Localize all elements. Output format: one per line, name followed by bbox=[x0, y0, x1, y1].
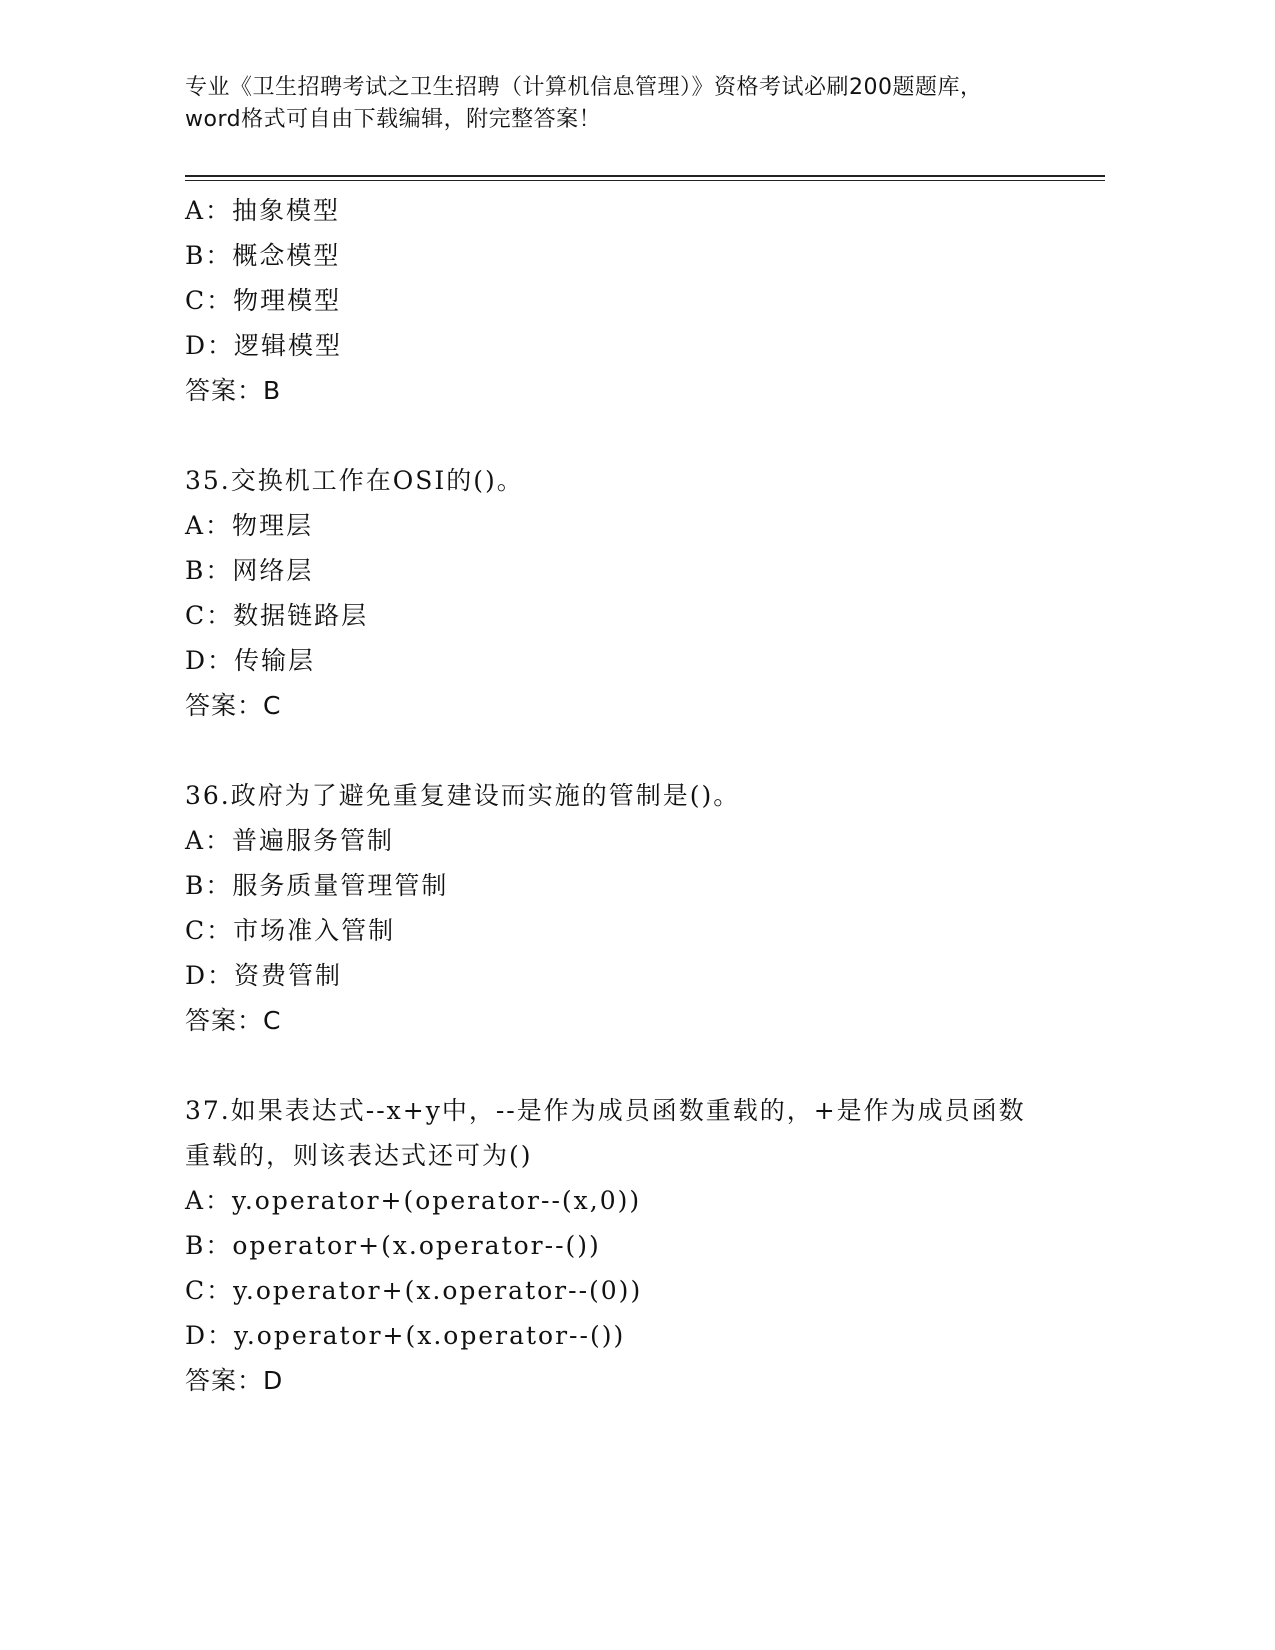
answer-line: 答案：B bbox=[185, 376, 282, 405]
question-stem-continued: 重载的，则该表达式还可为() bbox=[185, 1141, 533, 1170]
option-c: C：y.operator+(x.operator--(0)) bbox=[185, 1276, 643, 1305]
option-d: D：y.operator+(x.operator--()) bbox=[185, 1321, 626, 1350]
question-block bbox=[185, 773, 1105, 1043]
block-gap bbox=[185, 728, 1105, 773]
option-a: A：抽象模型 bbox=[185, 196, 341, 225]
question-stem: 37.如果表达式--x+y中，--是作为成员函数重载的，+是作为成员函数 bbox=[185, 1096, 1026, 1125]
option-d: D：传输层 bbox=[185, 646, 316, 675]
answer-line: 答案：D bbox=[185, 1366, 284, 1395]
question-block bbox=[185, 458, 1105, 728]
header-line-1: 专业《卫生招聘考试之卫生招聘（计算机信息管理）》资格考试必刷200题题库， bbox=[185, 75, 983, 100]
option-b: B：operator+(x.operator--()) bbox=[185, 1231, 601, 1260]
option-b: B：概念模型 bbox=[185, 241, 341, 270]
option-b: B：服务质量管理管制 bbox=[185, 871, 449, 900]
block-gap bbox=[185, 1043, 1105, 1088]
header-divider-thin bbox=[185, 180, 1105, 181]
option-a: A：普遍服务管制 bbox=[185, 826, 395, 855]
question-block bbox=[185, 188, 1105, 413]
question-stem: 35.交换机工作在OSI的()。 bbox=[185, 466, 524, 495]
document-header bbox=[185, 72, 1105, 136]
question-stem: 36.政府为了避免重复建设而实施的管制是()。 bbox=[185, 781, 741, 810]
block-gap bbox=[185, 413, 1105, 458]
option-d: D：资费管制 bbox=[185, 961, 343, 990]
option-a: A：物理层 bbox=[185, 511, 314, 540]
option-b: B：网络层 bbox=[185, 556, 314, 585]
answer-line: 答案：C bbox=[185, 1006, 282, 1035]
option-c: C：市场准入管制 bbox=[185, 916, 396, 945]
header-divider-thick bbox=[185, 175, 1105, 177]
option-d: D：逻辑模型 bbox=[185, 331, 343, 360]
question-block bbox=[185, 1088, 1105, 1403]
option-c: C：数据链路层 bbox=[185, 601, 369, 630]
option-c: C：物理模型 bbox=[185, 286, 342, 315]
answer-line: 答案：C bbox=[185, 691, 282, 720]
option-a: A：y.operator+(operator--(x,0)) bbox=[185, 1186, 642, 1215]
header-line-2: word格式可自由下载编辑，附完整答案！ bbox=[185, 107, 602, 132]
question-list bbox=[185, 188, 1105, 1403]
